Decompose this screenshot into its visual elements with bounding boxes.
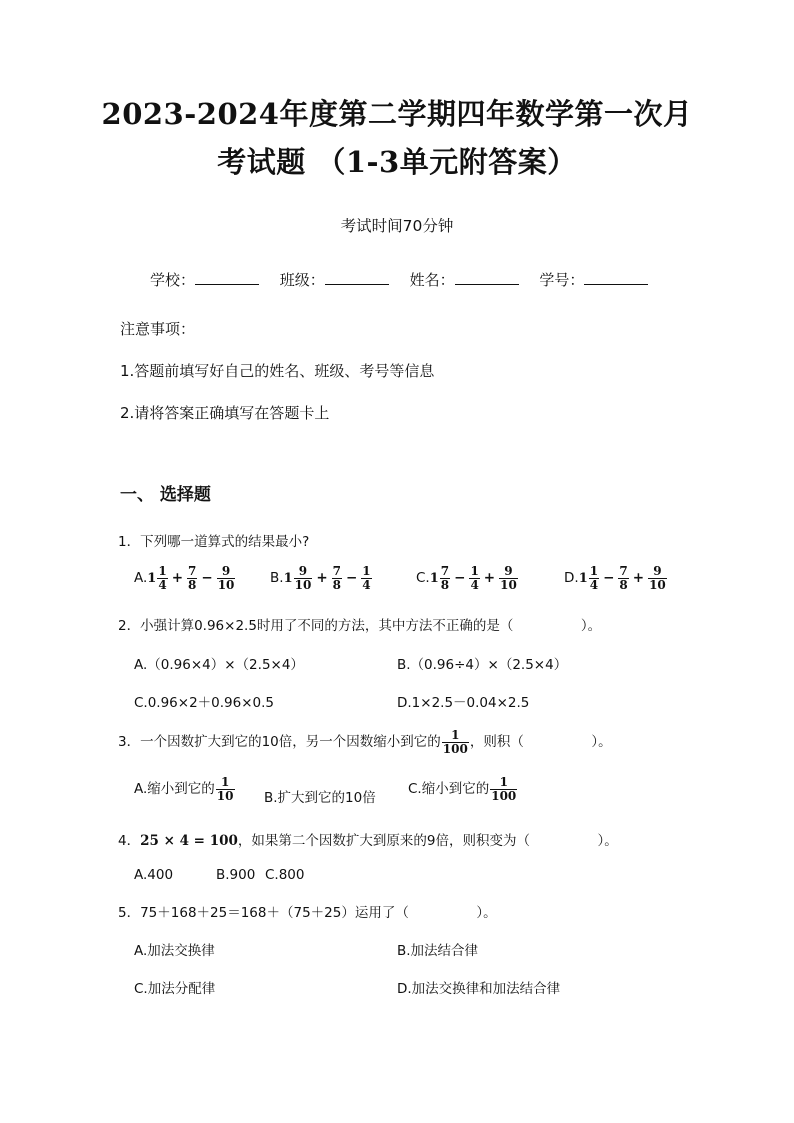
fraction: $\frac{1}{4}$ [589, 564, 599, 592]
q1-option-d[interactable]: D.1 $\frac{1}{4}$ − $\frac{7}{8}$ + $\frac{9}{10}$ [564, 564, 666, 592]
q4-option-a[interactable]: A.400 [134, 867, 174, 883]
fraction: $\frac{9}{10}$ [500, 564, 517, 592]
q1-option-c[interactable]: C.1 $\frac{7}{8}$ − $\frac{1}{4}$ + $\frac{9}{10}$ [416, 564, 517, 592]
note-item-2: 2.请将答案正确填写在答题卡上 [120, 404, 330, 422]
q5-option-b[interactable]: B.加法结合律 [397, 943, 479, 959]
question-4-stem: 4．25 × 4 = 100，如果第二个因数扩大到原来的9倍，则积变为（ ）。 [118, 833, 618, 849]
page-title-line-1: 2023-2024年度第二学期四年数学第一次月 [101, 97, 693, 131]
q2-option-d[interactable]: D.1×2.5－0.04×2.5 [397, 695, 530, 711]
q3-option-c[interactable]: C.缩小到它的 $\frac{1}{100}$ [408, 775, 517, 803]
name-field[interactable]: 姓名： [410, 269, 519, 290]
fraction: $\frac{1}{4}$ [158, 564, 167, 592]
fraction: $\frac{7}{8}$ [619, 564, 628, 592]
fraction: $\frac{7}{8}$ [332, 564, 341, 592]
name-blank[interactable] [455, 270, 519, 285]
student-info-row [150, 269, 664, 290]
class-blank[interactable] [325, 270, 389, 285]
q2-option-c[interactable]: C.0.96×2＋0.96×0.5 [134, 695, 275, 711]
exam-duration: 考试时间70分钟 [340, 217, 454, 235]
fraction: $\frac{9}{10}$ [294, 564, 312, 592]
question-1-stem: 1．下列哪一道算式的结果最小? [118, 534, 310, 550]
q1-option-b[interactable]: B.1 $\frac{9}{10}$ + $\frac{7}{8}$ − $\frac{1}{4}$ [270, 564, 371, 592]
fraction: $\frac{7}{8}$ [440, 564, 450, 592]
q4-option-b[interactable]: B.900 [216, 867, 256, 883]
page-title-line-2: 考试题 （1-3单元附答案） [217, 145, 577, 179]
q2-option-b[interactable]: B.（0.96÷4）×（2.5×4） [397, 657, 568, 673]
school-blank[interactable] [195, 270, 259, 285]
student-id-blank[interactable] [584, 270, 648, 285]
student-id-field[interactable]: 学号： [539, 269, 648, 290]
q5-option-d[interactable]: D.加法交换律和加法结合律 [397, 981, 561, 997]
section-heading-choice: 一、 选择题 [120, 485, 211, 505]
notes-heading: 注意事项： [120, 320, 196, 338]
fraction: $\frac{7}{8}$ [188, 564, 197, 592]
fraction: $\frac{1}{4}$ [470, 564, 479, 592]
note-item-1: 1.答题前填写好自己的姓名、班级、考号等信息 [120, 362, 435, 380]
fraction: $\frac{9}{10}$ [649, 564, 666, 592]
class-field[interactable]: 班级： [280, 269, 389, 290]
fraction: $\frac{1}{100}$ [491, 775, 517, 803]
fraction: $\frac{1}{10}$ [216, 775, 234, 803]
fraction: $\frac{1}{100}$ [442, 728, 468, 756]
q3-option-b[interactable]: B.扩大到它的10倍 [264, 790, 376, 806]
fraction: $\frac{9}{10}$ [217, 564, 235, 592]
question-3-stem: 3．一个因数扩大到它的10倍，另一个因数缩小到它的 $\frac{1}{100}$ ，则积（ ）。 [118, 728, 612, 756]
q1-option-a[interactable]: A.1 $\frac{1}{4}$ + $\frac{7}{8}$ − $\frac{9}{10}$ [134, 564, 235, 592]
question-5-stem: 5．75＋168＋25＝168＋（75＋25）运用了（ ）。 [118, 905, 497, 921]
equation: 25 × 4 = 100 [140, 833, 238, 849]
q2-option-a[interactable]: A.（0.96×4）×（2.5×4） [134, 657, 304, 673]
q3-option-a[interactable]: A.缩小到它的 $\frac{1}{10}$ [134, 775, 234, 803]
question-2-stem: 2．小强计算0.96×2.5时用了不同的方法，其中方法不正确的是（ ）。 [118, 618, 602, 634]
school-field[interactable]: 学校： [150, 269, 259, 290]
q5-option-a[interactable]: A.加法交换律 [134, 943, 215, 959]
fraction: $\frac{1}{4}$ [362, 564, 371, 592]
q5-option-c[interactable]: C.加法分配律 [134, 981, 216, 997]
q4-option-c[interactable]: C.800 [265, 867, 305, 883]
